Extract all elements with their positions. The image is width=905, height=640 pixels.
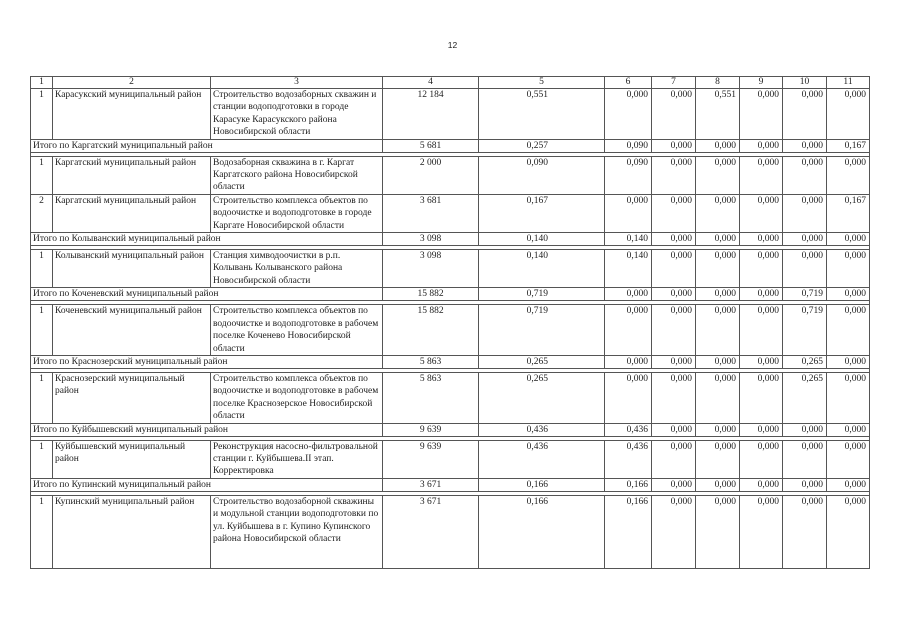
table-row (31, 440, 870, 478)
year-value-cell: 0,166 (605, 495, 652, 568)
subtotal-value: 0,436 (479, 423, 605, 436)
subtotal-label: Итого по Краснозерский муниципальный район (31, 355, 383, 368)
project-cell: Строительство комплекса объектов по водоочистке и водоподготовке в рабочем поселке Коченево Новосибирской области (211, 305, 383, 356)
year-value-cell: 0,000 (652, 440, 696, 478)
table-row (31, 250, 870, 288)
year-value-cell: 0,000 (696, 250, 740, 288)
subtotal-year-value: 0,719 (783, 288, 827, 301)
district-cell: Купинский муниципальный район (53, 495, 211, 568)
subtotal-year-value: 0,000 (740, 233, 783, 246)
subtotal-year-value: 0,000 (652, 423, 696, 436)
year-value-cell: 0,719 (783, 305, 827, 356)
subtotal-row (31, 139, 870, 152)
cost-cell: 9 639 (383, 440, 479, 478)
subtotal-year-value: 0,000 (827, 423, 870, 436)
project-cell: Водозаборная скважина в г. Каргат Каргатского района Новосибирской области (211, 156, 383, 194)
subtotal-year-value: 0,166 (605, 478, 652, 491)
row-number: 1 (31, 250, 53, 288)
subtotal-year-value: 0,000 (652, 355, 696, 368)
subtotal-label: Итого по Коченевский муниципальный район (31, 288, 383, 301)
subtotal-year-value: 0,000 (827, 355, 870, 368)
year-value-cell: 0,167 (827, 194, 870, 232)
year-value-cell: 0,000 (827, 305, 870, 356)
subtotal-year-value: 0,436 (605, 423, 652, 436)
district-cell: Каргатский муниципальный район (53, 194, 211, 232)
subtotal-value: 0,166 (479, 478, 605, 491)
value-cell: 0,140 (479, 250, 605, 288)
subtotal-label: Итого по Куйбышевский муниципальный район (31, 423, 383, 436)
year-value-cell: 0,000 (827, 495, 870, 568)
row-number: 1 (31, 89, 53, 140)
subtotal-year-value: 0,140 (605, 233, 652, 246)
subtotal-year-value: 0,000 (783, 233, 827, 246)
subtotal-label: Итого по Купинский муниципальный район (31, 478, 383, 491)
row-number: 1 (31, 305, 53, 356)
year-value-cell: 0,000 (652, 250, 696, 288)
subtotal-year-value: 0,000 (605, 355, 652, 368)
column-header: 3 (211, 77, 383, 89)
table-row (31, 89, 870, 140)
year-value-cell: 0,000 (652, 194, 696, 232)
value-cell: 0,090 (479, 156, 605, 194)
subtotal-year-value: 0,167 (827, 139, 870, 152)
row-number: 1 (31, 156, 53, 194)
column-header: 6 (605, 77, 652, 89)
year-value-cell: 0,000 (740, 440, 783, 478)
subtotal-year-value: 0,000 (783, 423, 827, 436)
cost-cell: 12 184 (383, 89, 479, 140)
year-value-cell: 0,000 (740, 305, 783, 356)
subtotal-year-value: 0,000 (740, 355, 783, 368)
value-cell: 0,719 (479, 305, 605, 356)
page-number: 12 (447, 40, 458, 50)
cost-cell: 2 000 (383, 156, 479, 194)
table-row (31, 495, 870, 568)
year-value-cell: 0,000 (652, 495, 696, 568)
value-cell: 0,436 (479, 440, 605, 478)
subtotal-year-value: 0,090 (605, 139, 652, 152)
year-value-cell: 0,000 (740, 495, 783, 568)
cost-cell: 15 882 (383, 305, 479, 356)
subtotal-row (31, 355, 870, 368)
table-row (31, 156, 870, 194)
subtotal-year-value: 0,000 (652, 233, 696, 246)
year-value-cell: 0,000 (696, 495, 740, 568)
cost-cell: 3 671 (383, 495, 479, 568)
year-value-cell: 0,000 (783, 156, 827, 194)
header-row (31, 77, 870, 89)
year-value-cell: 0,000 (740, 156, 783, 194)
year-value-cell: 0,000 (740, 89, 783, 140)
row-number: 1 (31, 495, 53, 568)
district-cell: Каргатский муниципальный район (53, 156, 211, 194)
subtotal-year-value: 0,000 (696, 233, 740, 246)
year-value-cell: 0,000 (605, 372, 652, 423)
year-value-cell: 0,000 (783, 194, 827, 232)
subtotal-year-value: 0,000 (783, 478, 827, 491)
subtotal-year-value: 0,000 (740, 423, 783, 436)
subtotal-cost: 3 671 (383, 478, 479, 491)
subtotal-year-value: 0,000 (827, 288, 870, 301)
district-cell: Куйбышевский муниципальный район (53, 440, 211, 478)
row-number: 1 (31, 440, 53, 478)
year-value-cell: 0,000 (740, 372, 783, 423)
year-value-cell: 0,000 (827, 89, 870, 140)
year-value-cell: 0,551 (696, 89, 740, 140)
subtotal-year-value: 0,000 (652, 478, 696, 491)
column-header: 7 (652, 77, 696, 89)
row-number: 2 (31, 194, 53, 232)
subtotal-row (31, 478, 870, 491)
subtotal-row (31, 233, 870, 246)
district-cell: Колыванский муниципальный район (53, 250, 211, 288)
subtotal-year-value: 0,000 (652, 139, 696, 152)
year-value-cell: 0,000 (827, 372, 870, 423)
year-value-cell: 0,000 (740, 194, 783, 232)
district-cell: Карасукский муниципальный район (53, 89, 211, 140)
year-value-cell: 0,000 (783, 89, 827, 140)
year-value-cell: 0,265 (783, 372, 827, 423)
column-header: 4 (383, 77, 479, 89)
cost-cell: 5 863 (383, 372, 479, 423)
column-header: 9 (740, 77, 783, 89)
year-value-cell: 0,140 (605, 250, 652, 288)
investment-table (30, 76, 870, 569)
subtotal-year-value: 0,000 (696, 355, 740, 368)
value-cell: 0,265 (479, 372, 605, 423)
subtotal-year-value: 0,000 (652, 288, 696, 301)
subtotal-year-value: 0,000 (696, 423, 740, 436)
subtotal-cost: 15 882 (383, 288, 479, 301)
year-value-cell: 0,000 (696, 305, 740, 356)
row-number: 1 (31, 372, 53, 423)
year-value-cell: 0,000 (740, 250, 783, 288)
subtotal-value: 0,265 (479, 355, 605, 368)
subtotal-value: 0,719 (479, 288, 605, 301)
value-cell: 0,551 (479, 89, 605, 140)
subtotal-label: Итого по Каргатский муниципальный район (31, 139, 383, 152)
year-value-cell: 0,000 (605, 194, 652, 232)
value-cell: 0,167 (479, 194, 605, 232)
year-value-cell: 0,000 (696, 194, 740, 232)
project-cell: Станция химводоочистки в р.п. Колывань Колыванского района Новосибирской области (211, 250, 383, 288)
year-value-cell: 0,090 (605, 156, 652, 194)
table-row (31, 194, 870, 232)
column-header: 10 (783, 77, 827, 89)
year-value-cell: 0,000 (827, 250, 870, 288)
year-value-cell: 0,000 (696, 440, 740, 478)
subtotal-year-value: 0,000 (696, 478, 740, 491)
year-value-cell: 0,000 (652, 305, 696, 356)
year-value-cell: 0,000 (652, 156, 696, 194)
year-value-cell: 0,000 (827, 440, 870, 478)
subtotal-value: 0,140 (479, 233, 605, 246)
year-value-cell: 0,436 (605, 440, 652, 478)
column-header: 5 (479, 77, 605, 89)
subtotal-value: 0,257 (479, 139, 605, 152)
subtotal-year-value: 0,000 (696, 139, 740, 152)
subtotal-year-value: 0,265 (783, 355, 827, 368)
subtotal-year-value: 0,000 (827, 233, 870, 246)
cost-cell: 3 681 (383, 194, 479, 232)
column-header: 8 (696, 77, 740, 89)
subtotal-year-value: 0,000 (827, 478, 870, 491)
year-value-cell: 0,000 (783, 495, 827, 568)
subtotal-year-value: 0,000 (605, 288, 652, 301)
subtotal-row (31, 288, 870, 301)
year-value-cell: 0,000 (696, 372, 740, 423)
project-cell: Строительство комплекса объектов по водоочистке и водоподготовке в городе Каргате Новосибирской области (211, 194, 383, 232)
year-value-cell: 0,000 (696, 156, 740, 194)
subtotal-year-value: 0,000 (740, 478, 783, 491)
year-value-cell: 0,000 (605, 305, 652, 356)
table-row (31, 305, 870, 356)
column-header: 1 (31, 77, 53, 89)
district-cell: Краснозерский муниципальный район (53, 372, 211, 423)
subtotal-label: Итого по Колыванский муниципальный район (31, 233, 383, 246)
year-value-cell: 0,000 (605, 89, 652, 140)
project-cell: Строительство водозаборной скважины и модульной станции водоподготовки по ул. Куйбышева в г. Купино Купинского района Новосибирской области (211, 495, 383, 568)
year-value-cell: 0,000 (783, 250, 827, 288)
year-value-cell: 0,000 (652, 89, 696, 140)
table-row (31, 372, 870, 423)
subtotal-cost: 5 681 (383, 139, 479, 152)
subtotal-row (31, 423, 870, 436)
value-cell: 0,166 (479, 495, 605, 568)
cost-cell: 3 098 (383, 250, 479, 288)
subtotal-year-value: 0,000 (740, 139, 783, 152)
subtotal-cost: 9 639 (383, 423, 479, 436)
subtotal-cost: 5 863 (383, 355, 479, 368)
year-value-cell: 0,000 (827, 156, 870, 194)
subtotal-year-value: 0,000 (696, 288, 740, 301)
year-value-cell: 0,000 (783, 440, 827, 478)
column-header: 11 (827, 77, 870, 89)
subtotal-cost: 3 098 (383, 233, 479, 246)
project-cell: Строительство комплекса объектов по водоочистке и водоподготовке в рабочем поселке Краснозерское Новосибирской области (211, 372, 383, 423)
district-cell: Коченевский муниципальный район (53, 305, 211, 356)
year-value-cell: 0,000 (652, 372, 696, 423)
subtotal-year-value: 0,000 (740, 288, 783, 301)
project-cell: Реконструкция насосно-фильтровальной станции г. Куйбышева.II этап. Корректировка (211, 440, 383, 478)
column-header: 2 (53, 77, 211, 89)
project-cell: Строительство водозаборных скважин и станции водоподготовки в городе Карасуке Карасукского района Новосибирской области (211, 89, 383, 140)
subtotal-year-value: 0,000 (783, 139, 827, 152)
